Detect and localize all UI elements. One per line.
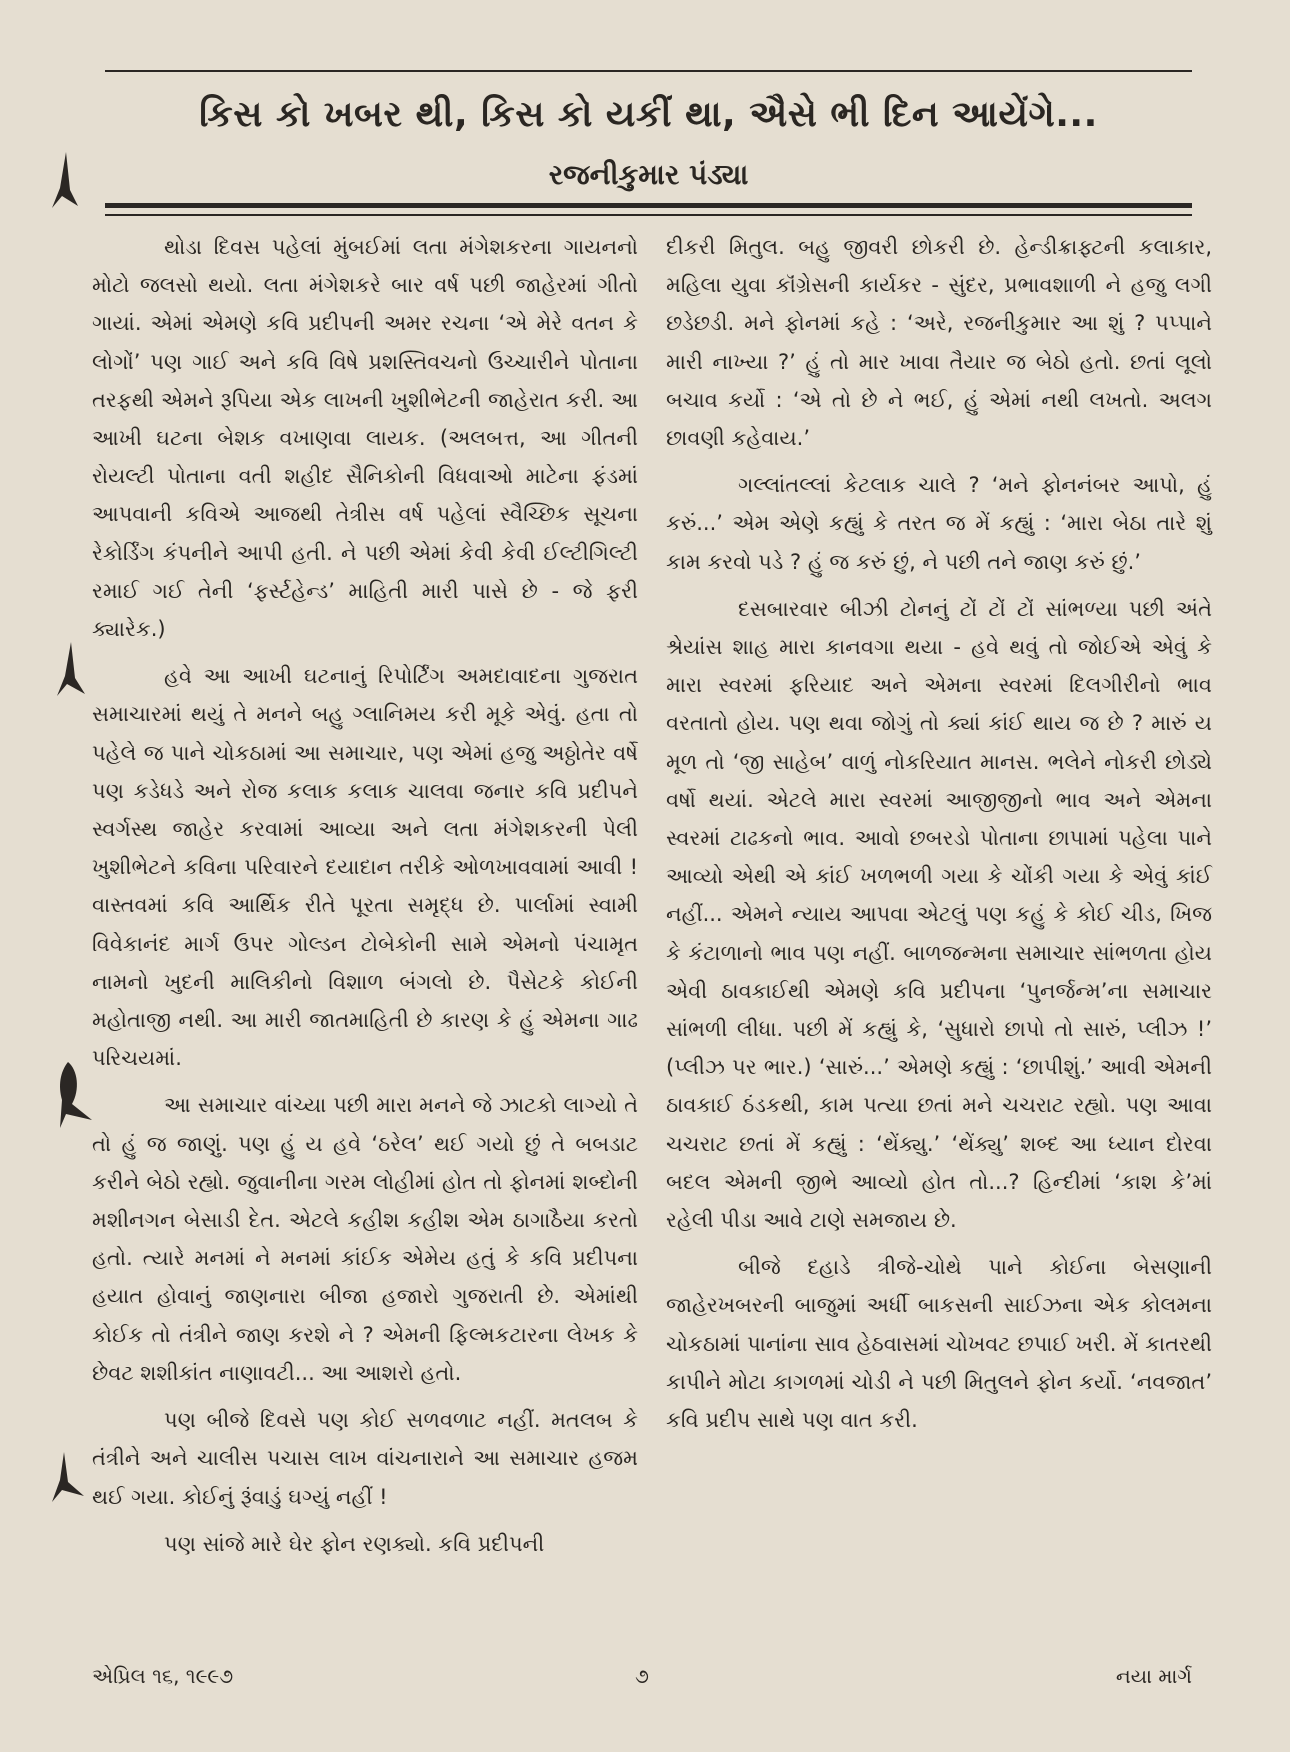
page-number: ૭	[635, 1664, 649, 1688]
page-footer	[92, 1658, 1192, 1694]
paragraph: પણ સાંજે મારે ઘેર ફોન રણક્યો. કવિ પ્રદીપની	[164, 1531, 545, 1556]
title-rule-thin	[105, 214, 1192, 216]
magazine-name: નયા માર્ગ	[1115, 1664, 1192, 1688]
right-column	[666, 228, 1212, 1448]
paragraph: હવે આ આખી ઘટનાનું રિપોર્ટિંગ અમદાવાદના ગુજરાત સમાચારમાં થયું તે મનને બહુ ગ્લાનિમય કરી મૂકે એવું. હતા તો પહેલે જ પાને ચોકઠામાં આ સમાચાર, પણ એમાં હજુ અઠ્ઠોતેર વર્ષે પણ કડેધડે અને રોજ કલાક કલાક ચાલવા જનાર કવિ પ્રદીપને સ્વર્ગસ્થ જાહેર કરવામાં આવ્યા અને લતા મંગેશકરની પેલી ખુશીભેટને કવિના પરિવારને દયાદાન તરીકે ઓળખાવવામાં આવી ! વાસ્તવમાં કવિ આર્થિક રીતે પૂરતા સમૃદ્ધ છે. પાર્લામાં સ્વામી વિવેકાનંદ માર્ગ ઉપર ગોલ્ડન ટોબેકોની સામે એમનો પંચામૃત નામનો ખુદની માલિકીનો વિશાળ બંગલો છે. પૈસેટકે કોઈની મહોતાજી નથી. આ મારી જાતમાહિતી છે કારણ કે હું એમના ગાઢ પરિચયમાં.	[92, 664, 638, 1071]
binding-hole-mark	[48, 150, 78, 210]
paragraph: બીજે દહાડે ત્રીજે-ચોથે પાને કોઈના બેસણાની જાહેરખબરની બાજુમાં અર્ધી બાકસની સાઈઝના એક કોલમના ચોકઠામાં પાનાંના સાવ હેઠવાસમાં ચોખવટ છપાઈ ખરી. મેં કાતરથી કાપીને મોટા કાગળમાં ચોડી ને પછી મિતુલને ફોન કર્યો. ‘નવજાત’ કવિ પ્રદીપ સાથે પણ વાત કરી.	[666, 1255, 1212, 1433]
article-title: કિસ કો ખબર થી, કિસ કો યકીં થા, ઐસે ભી દિન આયેંગે...	[199, 94, 1098, 135]
binding-hole-mark	[55, 640, 85, 700]
issue-date: એપ્રિલ ૧૬, ૧૯૯૭	[92, 1664, 234, 1688]
paragraph: ગલ્લાંતલ્લાં કેટલાક ચાલે ? ‘મને ફોનનંબર આપો, હું કરું...’ એમ એણે કહ્યું કે તરત જ મેં કહ્યું : ‘મારા બેઠા તારે શું કામ કરવો પડે ? હું જ કરું છું, ને પછી તને જાણ કરું છું.’	[666, 473, 1212, 574]
top-rule	[105, 70, 1192, 72]
binding-hole-mark	[50, 1450, 84, 1504]
binding-hole-mark	[58, 1060, 92, 1130]
paragraph: દસબારવાર બીઝી ટોનનું ટોં ટોં ટોં સાંભળ્યા પછી અંતે શ્રેયાંસ શાહ મારા કાનવગા થયા - હવે થવું તો જોઈએ એવું કે મારા સ્વરમાં ફરિયાદ અને એમના સ્વરમાં દિલગીરીનો ભાવ વરતાતો હોય. પણ થવા જોગું તો ક્યાં કાંઈ થાય જ છે ? મારું ય મૂળ તો ‘જી સાહેબ’ વાળું નોકરિયાત માનસ. ભલેને નોકરી છોડ્યે વર્ષો થયાં. એટલે મારા સ્વરમાં આજીજીનો ભાવ અને એમના સ્વરમાં ટાઢકનો ભાવ. આવો છબરડો પોતાના છાપામાં પહેલા પાને આવ્યો એથી એ કાંઈ ખળભળી ગયા કે ચોંકી ગયા કે એવું કાંઈ નહીં... એમને ન્યાય આપવા એટલું પણ કહું કે કોઈ ચીડ, ખિજ કે કંટાળાનો ભાવ પણ નહીં. બાળજન્મના સમાચાર સાંભળતા હોય એવી ઠાવકાઈથી એમણે કવિ પ્રદીપના ‘પુનર્જન્મ’ના સમાચાર સાંભળી લીધા. પછી મેં કહ્યું કે, ‘સુધારો છાપો તો સારું, પ્લીઝ !’ (પ્લીઝ પર ભાર.) ‘સારું...’ એમણે કહ્યું : ‘છાપીશું.’ આવી એમની ઠાવકાઈ ઠંડકથી, કામ પત્યા છતાં મને ચચરાટ રહ્યો. પણ આવા ચચરાટ છતાં મેં કહ્યું : ‘થેંક્યુ.’ ‘થેંક્યુ’ શબ્દ આ ધ્યાન દોરવા બદલ એમની જીભે આવ્યો હોત તો...? હિન્દીમાં ‘કાશ કે’માં રહેલી પીડા આવે ટાણે સમજાય છે.	[666, 596, 1212, 1233]
paragraph: પણ બીજે દિવસે પણ કોઈ સળવળાટ નહીં. મતલબ કે તંત્રીને અને ચાલીસ પચાસ લાખ વાંચનારાને આ સમાચાર હજમ થઈ ગયા. કોઈનું રૂંવાડું ઘગ્યું નહીં !	[92, 1408, 638, 1509]
article-author: રજનીકુમાર પંડ્યા	[548, 158, 749, 191]
paragraph: આ સમાચાર વાંચ્યા પછી મારા મનને જે ઝાટકો લાગ્યો તે તો હું જ જાણું. પણ હું ય હવે ‘ઠરેલ’ થઈ ગયો છું તે બબડાટ કરીને બેઠો રહ્યો. જુવાનીના ગરમ લોહીમાં હોત તો ફોનમાં શબ્દોની મશીનગન બેસાડી દેત. એટલે કહીશ કહીશ એમ ઠાગાઠૈયા કરતો હતો. ત્યારે મનમાં ને મનમાં કાંઈક એમેય હતું કે કવિ પ્રદીપના હયાત હોવાનું જાણનારા બીજા હજારો ગુજરાતી છે. એમાંથી કોઈક તો તંત્રીને જાણ કરશે ને ? એમની ફિલ્મકટારના લેખક કે છેવટ શશીકાંત નાણાવટી... આ આશરો હતો.	[92, 1093, 638, 1385]
title-rule-thick	[105, 203, 1192, 208]
paragraph: દીકરી મિતુલ. બહુ જીવરી છોકરી છે. હેન્ડીક્રાફ્ટની કલાકાર, મહિલા યુવા કૉંગ્રેસની કાર્યકર - સુંદર, પ્રભાવશાળી ને હજુ લગી છડેછડી. મને ફોનમાં કહે : ‘અરે, રજનીકુમાર આ શું ? પપ્પાને મારી નાખ્યા ?’ હું તો માર ખાવા તૈયાર જ બેઠો હતો. છતાં લૂલો બચાવ કર્યો : ‘એ તો છે ને ભઈ, હું એમાં નથી લખતો. અલગ છાવણી કહેવાય.’	[666, 235, 1212, 451]
left-column	[92, 228, 638, 1572]
paragraph: થોડા દિવસ પહેલાં મુંબઈમાં લતા મંગેશકરના ગાયનનો મોટો જલસો થયો. લતા મંગેશકરે બાર વર્ષ પછી જાહેરમાં ગીતો ગાયાં. એમાં એમણે કવિ પ્રદીપની અમર રચના ‘એ મેરે વતન કે લોગોં’ પણ ગાઈ અને કવિ વિષે પ્રશસ્તિવચનો ઉચ્ચારીને પોતાના તરફથી એમને રૂપિયા એક લાખની ખુશીભેટની જાહેરાત કરી. આ આખી ઘટના બેશક વખાણવા લાયક. (અલબત્ત, આ ગીતની રોયલ્ટી પોતાના વતી શહીદ સૈનિકોની વિધવાઓ માટેના ફંડમાં આપવાની કવિએ આજથી તેત્રીસ વર્ષ પહેલાં સ્વૈચ્છિક સૂચના રેકોર્ડિંગ કંપનીને આપી હતી. ને પછી એમાં કેવી કેવી ઈલ્ટીગિલ્ટી રમાઈ ગઈ તેની ‘ફર્સ્ટહેન્ડ’ માહિતી મારી પાસે છે - જે ફરી ક્યારેક.)	[92, 235, 638, 642]
